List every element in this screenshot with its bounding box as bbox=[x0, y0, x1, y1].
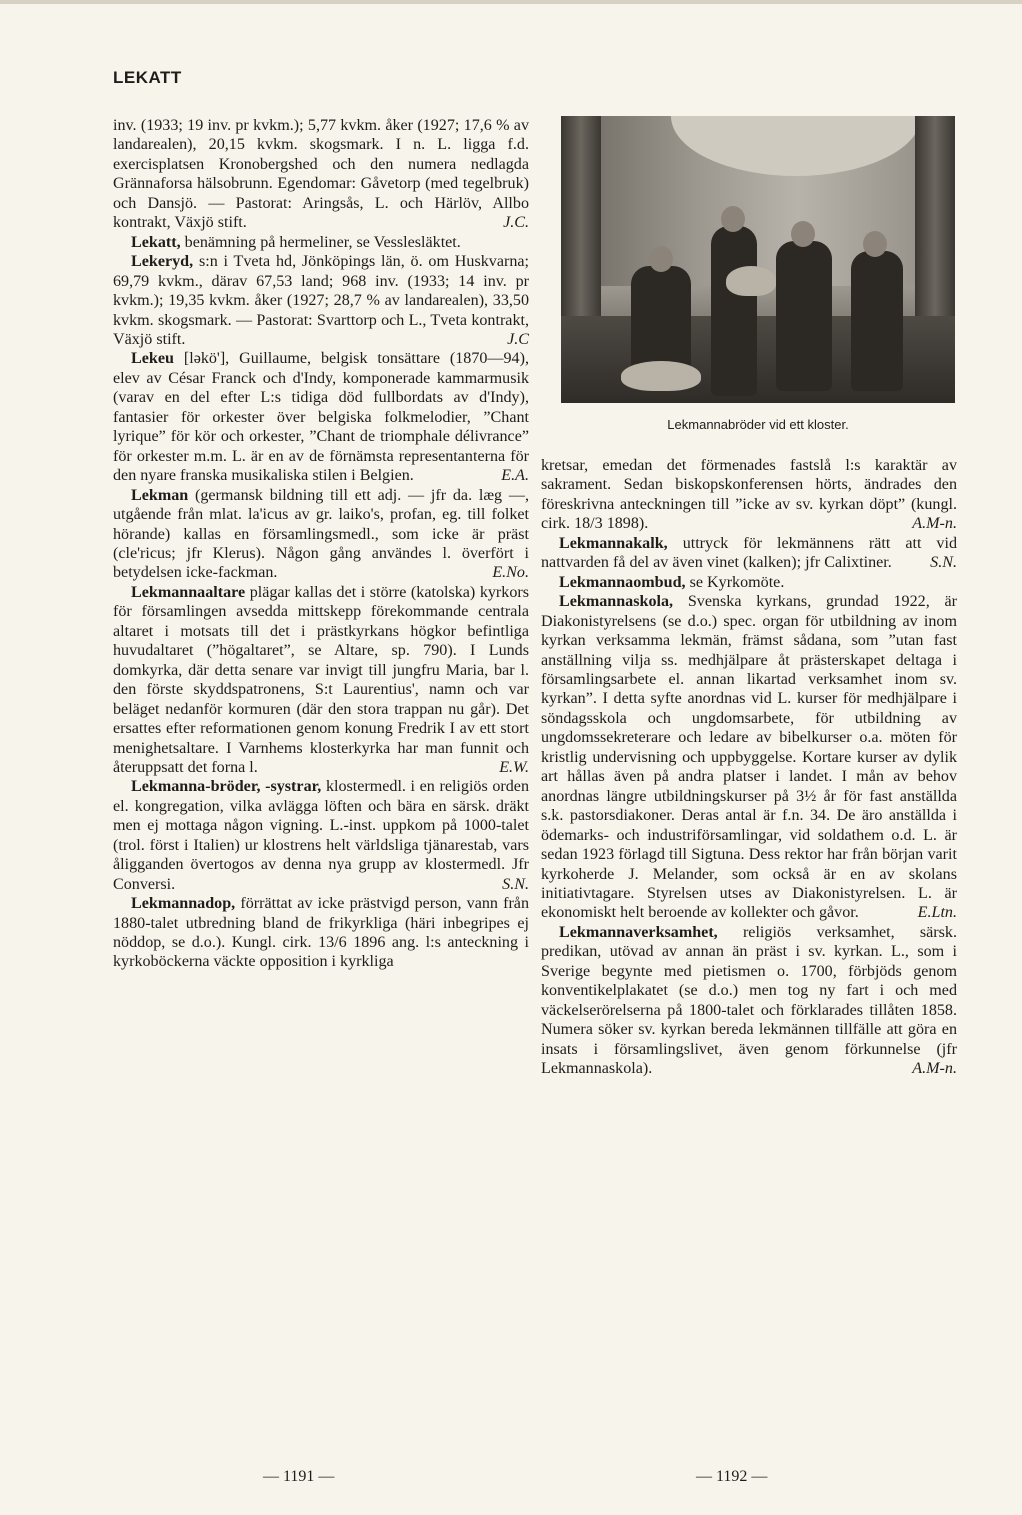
entry-headword: Lekatt, bbox=[131, 233, 181, 251]
entry-headword: Lekmannadop, bbox=[131, 895, 236, 913]
page-edge bbox=[0, 0, 1022, 4]
entry bbox=[541, 456, 957, 534]
entry bbox=[541, 592, 957, 923]
photo-monk-head bbox=[863, 231, 887, 257]
entry-text: klostermedl. i en religiös orden el. kongregation, vilka avlägga löften och bära en särsk. dräkt men ej mottaga någon vigning. L.-inst. uppkom på 1000-talet (trol. först i Italien) ur klostrens helt världsliga tjänarestab, vars åligganden övertogos av denna nya grupp av klostermedl. Jfr Conversi. bbox=[113, 778, 529, 893]
entry bbox=[541, 573, 957, 592]
entry-signature: E.No. bbox=[492, 564, 529, 582]
photo-basket bbox=[621, 361, 701, 391]
entry-signature: A.M-n. bbox=[912, 1060, 957, 1078]
entry-signature: S.N. bbox=[930, 554, 957, 572]
entry-signature: E.A. bbox=[501, 467, 529, 485]
left-column bbox=[113, 116, 529, 972]
entry-text: se Kyrkomöte. bbox=[689, 573, 785, 591]
photo-basket bbox=[726, 266, 776, 296]
entry-text: religiös verksamhet, särsk. predikan, utövad av annan än präst i sv. kyrkan. L., som i Sverige begynte med pietismen o. 1700, förbjöds genom konventikelplakatet (se d.o.) men tog ny fart i och med väckelserörelserna på 1800-talet och förklarades tillåten 1858. Numera söker sv. kyrkan bereda lekmännen tillfälle att göra en insats i församlingslivet, även genom förkunnelse (jfr Lekmannaskola). bbox=[541, 923, 957, 1078]
entry-signature: E.W. bbox=[499, 758, 529, 776]
entry-text: plägar kallas det i större (katolska) kyrkors för församlingen avsedda mittskepp förekommande centrala altaret i motsats till det i prästkyrkans högkor befintliga huvudaltaret (”högaltaret”, se Altare, sp. 790). I Lunds domkyrka, där detta senare var invigt till jungfru Maria, bar l. den förste skyddspatronens, S:t Laurentius', namn och var beläget nedanför kormuren (där den stora trappan nu går). Det ersattes efter reformationen genom konung Fredrik I av ett stort menighetsaltare. I Varnhems klosterkyrka har man funnit och återuppsatt det forna l. bbox=[113, 583, 529, 776]
entry-headword: Lekmannaombud, bbox=[559, 573, 686, 591]
entry-signature: J.C. bbox=[503, 214, 529, 232]
entry bbox=[113, 486, 529, 583]
entry-text: benämning på hermeliner, se Vesslesläktet. bbox=[184, 233, 461, 251]
entry-text: Svenska kyrkans, grundad 1922, är Diakonistyrelsens (se d.o.) spec. organ för utbildning av inom kyrkan verksamma lekmän, främst sådana, som ”utan fast anställning vilja ss. medhjälpare åt prästerskapet deltaga i församlingsarbete el. annan likartad verksamhet inom sv. kyrkan”. I detta syfte anordnas vid L. kurser för medhjälpare i söndagsskola och ungdomsarbete, för utbildning av ungdomssekreterare och ledare av bibelkurser o.a. möten för kristlig undervisning och uppbyggelse. Kortare kurser av dylik art hållas även på andra platser i landet. I mån av behov anordnas längre utbildningskurser på 3½ år för fast anställda s.k. pastorsdiakoner. Deras antal är f.n. 34. De äro anställda i ödemarks- och industriförsamlingar, vid soldathem o.d. L. är sedan 1923 förlagd till Sigtuna. Dess rektor har från början varit kyrkoherde J. Melander, som också är en av skolans initiativtagare. Styrelsen utses av Diakonistyrelsen. L. är ekonomiskt helt beroende av kollekter och gåvor. bbox=[541, 593, 957, 922]
photo-monk bbox=[851, 251, 903, 391]
entry bbox=[541, 923, 957, 1079]
entry bbox=[113, 116, 529, 233]
page-number-right: — 1192 — bbox=[696, 1468, 768, 1485]
entry bbox=[113, 777, 529, 894]
page-number-left: — 1191 — bbox=[263, 1468, 335, 1485]
entry bbox=[113, 349, 529, 485]
photo-monk bbox=[631, 266, 691, 376]
entry-text: s:n i Tveta hd, Jönköpings län, ö. om Huskvarna; 69,79 kvkm., därav 67,53 land; 968 inv. (1933; 14 inv. pr kvkm.); 19,35 kvkm. åker (1927; 28,7 % av landarealen), 33,50 kvkm. skogsmark. — Pastorat: Svarttorp och L., Tveta kontrakt, Växjö stift. bbox=[113, 253, 529, 348]
entry-signature: J.C bbox=[507, 330, 529, 348]
entry-text: uttryck för lekmännens rätt att vid nattvarden få del av även vinet (kalken); jfr Calixtiner. bbox=[541, 534, 957, 572]
photo-monk bbox=[711, 226, 757, 396]
entry-headword: Lekmannakalk, bbox=[559, 534, 668, 552]
entry-headword: Lekman bbox=[131, 486, 189, 504]
right-column bbox=[541, 456, 957, 1079]
entry-headword: Lekmannaverksamhet, bbox=[559, 923, 718, 941]
entry-text: förrättat av icke prästvigd person, vann från 1880-talet utbredning bland de frikyrkliga (häri inbegripes ej nöddop, se d.o.). Kungl. cirk. 13/6 1896 ang. l:s anteckning i kyrkoböckerna väckte opposition i kyrkliga bbox=[113, 895, 529, 971]
running-head: LEKATT bbox=[113, 68, 182, 87]
photo-monk-head bbox=[649, 246, 673, 272]
entry-signature: A.M-n. bbox=[912, 515, 957, 533]
photo-monk-head bbox=[721, 206, 745, 232]
entry-text: inv. (1933; 19 inv. pr kvkm.); 5,77 kvkm. åker (1927; 17,6 % av landarealen), 20,15 kvkm. skogsmark. I n. L. ligga f.d. exercisplatsen Kronobergshed och den numera nedlagda Grännaforsa hälsobrunn. Egendomar: Gåvetorp (med tegelbruk) och Dansjö. — Pastorat: Aringsås, L. och Härlöv, Allbo kontrakt, Växjö stift. bbox=[113, 117, 529, 232]
entry bbox=[541, 534, 957, 573]
entry-headword: Lekeu bbox=[131, 350, 174, 368]
entry-headword: Lekmannaaltare bbox=[131, 583, 246, 601]
entry-signature: E.Ltn. bbox=[917, 904, 957, 922]
entry-text: kretsar, emedan det förmenades fastslå l:s karaktär av sakrament. Sedan biskopskonferensen hörts, ändrades den föreskrivna anteckningen till ”icke av sv. kyrkan döpt” (kungl. cirk. 18/3 1898). bbox=[541, 457, 957, 533]
entry-signature: S.N. bbox=[502, 875, 529, 893]
photo-monk bbox=[776, 241, 832, 391]
entry bbox=[113, 894, 529, 972]
entry-headword: Lekmannaskola, bbox=[559, 593, 674, 611]
photo-monk-head bbox=[791, 221, 815, 247]
entry-text: [ləkö'], Guillaume, belgisk tonsättare (1870—94), elev av César Franck och d'Indy, komponerade kammarmusik (varav en del efter L:s tidiga död fullbordats av d'Indy), fantasier för orkester över belgiska folkmelodier, ”Chant lyrique” för kör och orkester, ”Chant de triomphale délivrance” för orkester m.m. L. är en av de förnämsta representanterna för den nyare franska musikaliska stilen i Belgien. bbox=[113, 350, 529, 485]
entry bbox=[113, 252, 529, 349]
entry-headword: Lekeryd, bbox=[131, 253, 194, 271]
entry bbox=[113, 583, 529, 778]
photo-lay-brothers bbox=[561, 116, 955, 403]
entry bbox=[113, 233, 529, 252]
entry-headword: Lekmanna-bröder, -systrar, bbox=[131, 778, 322, 796]
entry-text: (germansk bildning till ett adj. — jfr da. læg —, utgående från mlat. la'icus av gr. laiko's, profan, eg. till folket hörande) kallas en församlingsmedl., som icke är präst (cle'ricus; jfr Klerus). Någon gång användes l. överfört i betydelsen icke-fackman. bbox=[113, 486, 529, 582]
figure-caption: Lekmannabröder vid ett kloster. bbox=[667, 417, 849, 432]
